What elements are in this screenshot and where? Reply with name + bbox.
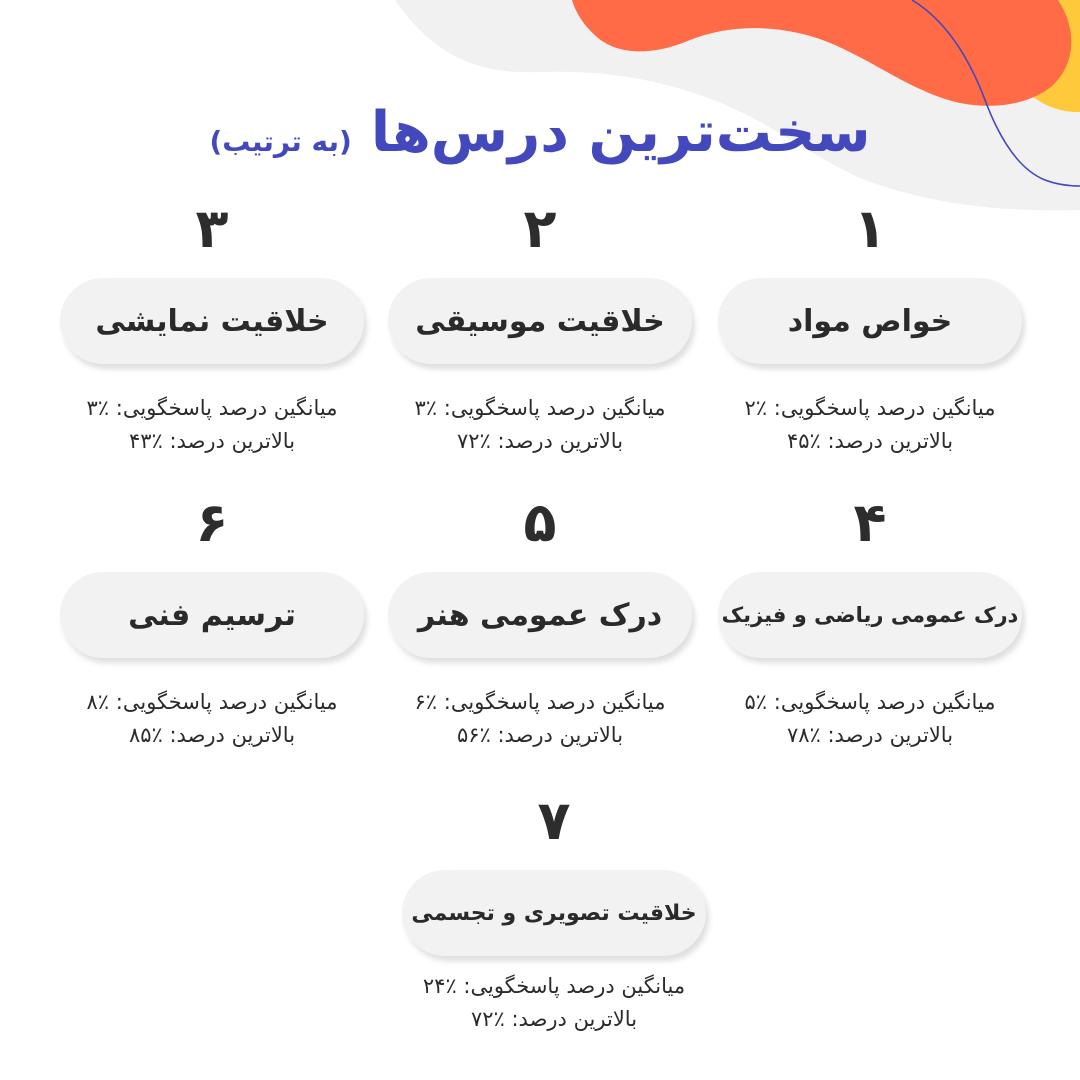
avg-percent-line: میانگین درصد پاسخگویی: ٪۶ <box>414 690 666 714</box>
subject-stats <box>402 970 706 1036</box>
rank-number: ۷ <box>537 789 571 852</box>
max-percent-value: ٪۴۵ <box>786 429 821 453</box>
rank-number: ۵ <box>523 491 557 554</box>
max-percent-line: بالاترین درصد: ٪۸۵ <box>128 723 296 747</box>
avg-percent-value: ٪۶ <box>414 690 438 714</box>
max-percent-line: بالاترین درصد: ٪۴۵ <box>786 429 954 453</box>
subject-stats <box>718 392 1022 458</box>
max-percent-line: بالاترین درصد: ٪۷۲ <box>470 1007 638 1031</box>
subject-stats <box>388 392 692 458</box>
subject-name-pill: خلاقیت موسیقی <box>388 278 692 364</box>
rank-number: ۲ <box>523 197 557 260</box>
max-percent-line: بالاترین درصد: ٪۷۸ <box>786 723 954 747</box>
subject-stats <box>718 686 1022 752</box>
avg-percent-line: میانگین درصد پاسخگویی: ٪۳ <box>86 396 338 420</box>
page-title <box>0 100 1080 165</box>
avg-percent-line: میانگین درصد پاسخگویی: ٪۲ <box>744 396 996 420</box>
subject-card-6 <box>60 490 364 752</box>
max-percent-value: ٪۴۳ <box>128 429 163 453</box>
subject-card-2 <box>388 196 692 458</box>
avg-percent-line: میانگین درصد پاسخگویی: ٪۸ <box>86 690 338 714</box>
max-percent-value: ٪۷۲ <box>456 429 491 453</box>
subject-card-4 <box>718 490 1022 752</box>
max-percent-value: ٪۷۸ <box>786 723 821 747</box>
title-main: سخت‌ترین درس‌ها <box>370 100 871 165</box>
max-percent-line: بالاترین درصد: ٪۷۲ <box>456 429 624 453</box>
subject-card-7 <box>402 788 706 1036</box>
avg-percent-line: میانگین درصد پاسخگویی: ٪۳ <box>414 396 666 420</box>
avg-percent-line: میانگین درصد پاسخگویی: ٪۵ <box>744 690 996 714</box>
rank-number: ۳ <box>195 197 229 260</box>
avg-percent-value: ٪۸ <box>86 690 110 714</box>
avg-percent-line: میانگین درصد پاسخگویی: ٪۲۴ <box>422 974 686 998</box>
max-percent-line: بالاترین درصد: ٪۴۳ <box>128 429 296 453</box>
max-percent-line: بالاترین درصد: ٪۵۶ <box>456 723 624 747</box>
rank-number: ۶ <box>195 491 229 554</box>
subject-name-pill: خلاقیت نمایشی <box>60 278 364 364</box>
subject-card-5 <box>388 490 692 752</box>
subject-name-pill: درک عمومی هنر <box>388 572 692 658</box>
rank-number: ۱ <box>853 197 887 260</box>
subject-name-pill: خلاقیت تصویری و تجسمی <box>402 870 706 956</box>
subject-name-pill: خواص مواد <box>718 278 1022 364</box>
avg-percent-value: ٪۲ <box>744 396 768 420</box>
avg-percent-value: ٪۳ <box>414 396 438 420</box>
subject-stats <box>388 686 692 752</box>
subject-stats <box>60 392 364 458</box>
max-percent-value: ٪۸۵ <box>128 723 163 747</box>
subject-name-pill: درک عمومی ریاضی و فیزیک <box>718 572 1022 658</box>
avg-percent-value: ٪۲۴ <box>422 974 457 998</box>
title-subtitle: (به ترتیب) <box>209 125 352 158</box>
subject-name-pill: ترسیم فنی <box>60 572 364 658</box>
subject-stats <box>60 686 364 752</box>
rank-number: ۴ <box>853 491 887 554</box>
max-percent-value: ٪۵۶ <box>456 723 491 747</box>
subject-card-3 <box>60 196 364 458</box>
subject-card-1 <box>718 196 1022 458</box>
avg-percent-value: ٪۵ <box>744 690 768 714</box>
max-percent-value: ٪۷۲ <box>470 1007 505 1031</box>
avg-percent-value: ٪۳ <box>86 396 110 420</box>
